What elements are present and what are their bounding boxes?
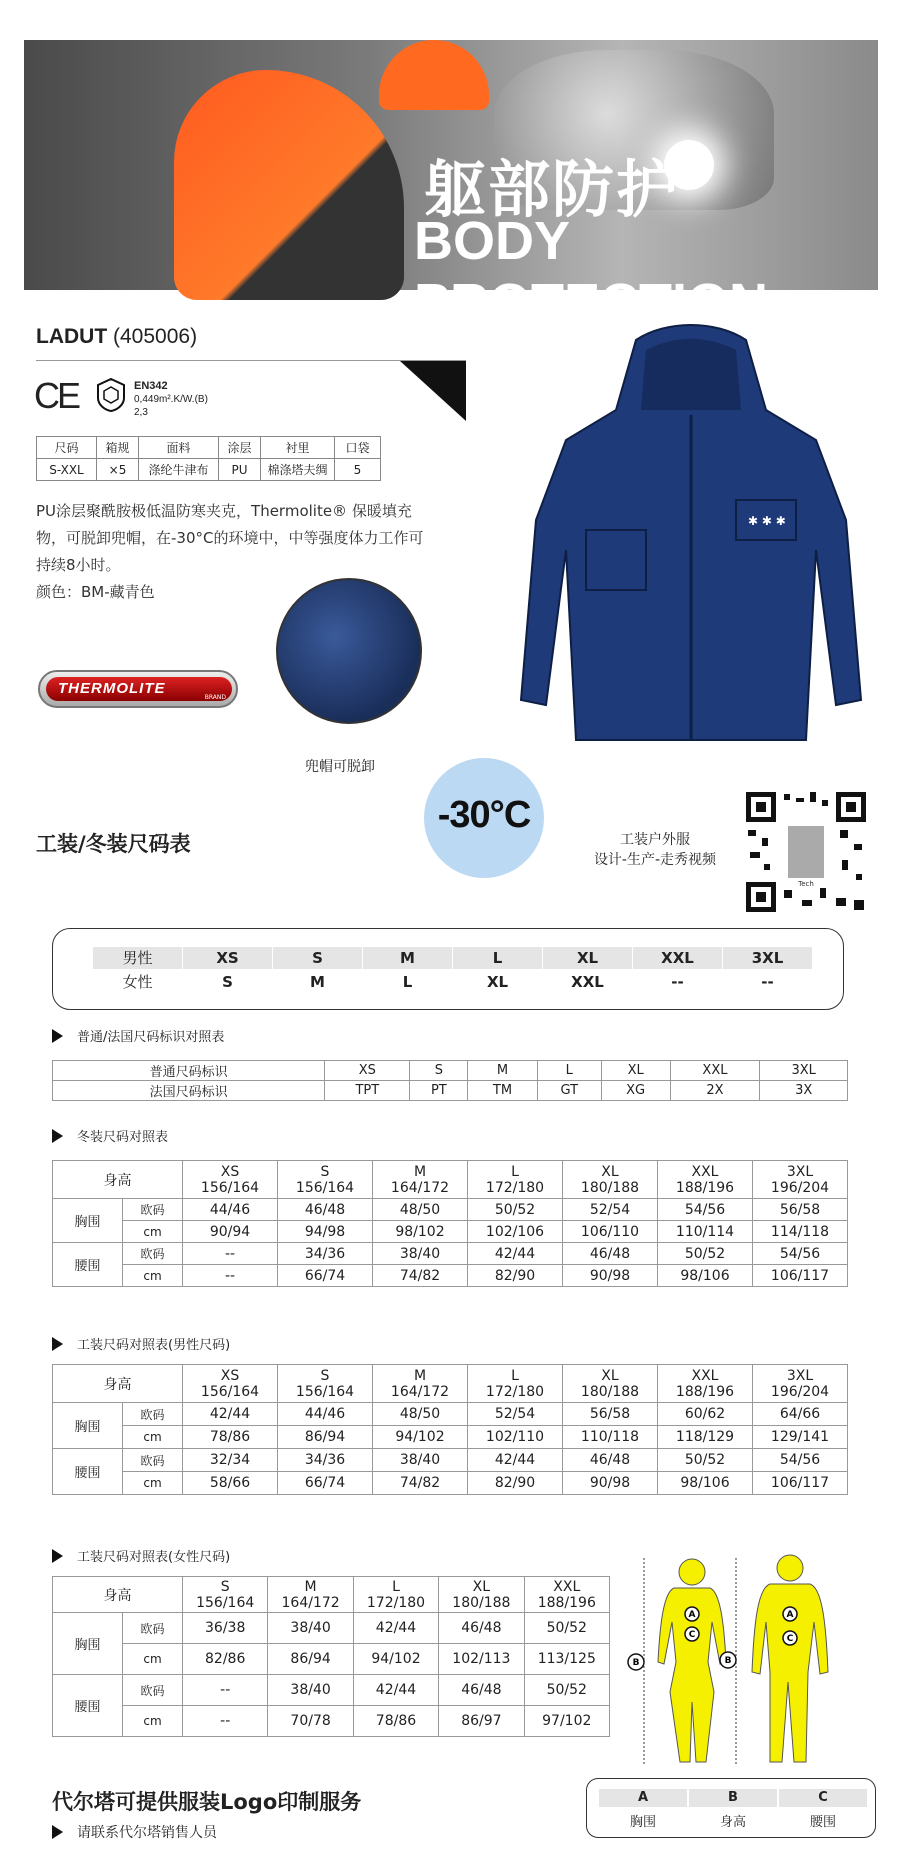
cold-protection-shield-icon	[96, 378, 126, 412]
size-cell: 114/118	[753, 1221, 848, 1243]
row-label: 普通尺码标识	[53, 1061, 325, 1081]
section3-heading	[52, 1334, 230, 1353]
height-range: 172/180	[485, 1179, 545, 1196]
spec-table	[36, 436, 381, 481]
size-cell: 44/46	[183, 1199, 278, 1221]
size-cell: 94/98	[278, 1221, 373, 1243]
size-cell: 118/129	[658, 1426, 753, 1449]
size-cell: 50/52	[524, 1675, 609, 1706]
size-cell: 38/40	[268, 1613, 353, 1644]
size-cell: --	[183, 1706, 268, 1737]
size-header	[278, 1161, 373, 1199]
worker-figure	[174, 70, 404, 300]
men-sizes-row	[93, 947, 813, 969]
height-label: 身高	[53, 1365, 183, 1403]
size-cell: 42/44	[353, 1675, 438, 1706]
spec-value: 5	[335, 459, 381, 481]
gender-cell: --	[761, 973, 774, 991]
gender-cell: M	[310, 973, 325, 991]
size-cell: S	[410, 1061, 468, 1081]
size-code: S	[320, 1163, 330, 1180]
size-code: XXL	[691, 1163, 719, 1180]
group-label: 腰围	[53, 1675, 123, 1737]
thermolite-text: THERMOLITE	[46, 677, 232, 701]
french-size-table	[52, 1060, 848, 1101]
gender-cell: XL	[543, 947, 632, 969]
size-header	[268, 1577, 353, 1613]
unit-label: 欧码	[123, 1243, 183, 1265]
contact-text: 请联系代尔塔销售人员	[77, 1825, 217, 1841]
unit-label: cm	[123, 1644, 183, 1675]
size-code: XXL	[691, 1367, 719, 1384]
unit-label: cm	[123, 1426, 183, 1449]
gender-cell: 男性	[93, 947, 182, 969]
height-range: 156/164	[200, 1179, 260, 1196]
table-row	[53, 1472, 848, 1495]
size-cell: 44/46	[278, 1403, 373, 1426]
size-cell: 52/54	[563, 1199, 658, 1221]
banner-title-cn: 躯部防护	[424, 153, 681, 226]
qr-code[interactable]	[744, 790, 868, 914]
women-sizes-row	[93, 971, 813, 993]
size-cell: 86/97	[439, 1706, 524, 1737]
women-workwear-size-table	[52, 1576, 610, 1737]
standard-line2: 2,3	[134, 407, 148, 418]
table-row	[53, 1221, 848, 1243]
spec-header: 尺码	[37, 437, 97, 459]
gender-cell: S	[222, 973, 233, 991]
table-row	[53, 1706, 610, 1737]
size-cell: 110/118	[563, 1426, 658, 1449]
size-cell: --	[183, 1675, 268, 1706]
table-row	[53, 1675, 610, 1706]
size-cell: 78/86	[353, 1706, 438, 1737]
table-row	[53, 1199, 848, 1221]
size-code: M	[413, 1163, 427, 1180]
legend-letter: A	[599, 1789, 687, 1807]
size-cell: 42/44	[353, 1613, 438, 1644]
size-cell: 106/117	[753, 1265, 848, 1287]
height-range: 164/172	[281, 1594, 340, 1611]
size-cell: 102/110	[468, 1426, 563, 1449]
size-cell: --	[183, 1243, 278, 1265]
size-cell: 46/48	[563, 1449, 658, 1472]
spec-value: 涤纶牛津布	[139, 459, 219, 481]
unit-label: cm	[123, 1472, 183, 1495]
size-cell: 106/117	[753, 1472, 848, 1495]
size-cell: 42/44	[183, 1403, 278, 1426]
gender-cell: --	[671, 973, 684, 991]
size-cell: 70/78	[268, 1706, 353, 1737]
unit-label: cm	[123, 1265, 183, 1287]
header-row	[53, 1161, 848, 1199]
banner-image	[24, 40, 878, 333]
svg-text:✱ ✱ ✱: ✱ ✱ ✱	[748, 514, 786, 528]
size-cell: 82/90	[468, 1472, 563, 1495]
group-label: 胸围	[53, 1613, 123, 1675]
size-code: 3XL	[786, 1367, 814, 1384]
height-range: 164/172	[390, 1179, 450, 1196]
height-range: 156/164	[295, 1179, 355, 1196]
logo-service-heading: 代尔塔可提供服装Logo印制服务	[52, 1790, 362, 1814]
height-range: 188/196	[675, 1179, 735, 1196]
size-code: S	[320, 1367, 330, 1384]
size-cell: 46/48	[439, 1613, 524, 1644]
en-standard	[134, 380, 208, 419]
unit-label: 欧码	[123, 1199, 183, 1221]
size-cell: 50/52	[468, 1199, 563, 1221]
spec-value: S-XXL	[37, 459, 97, 481]
men-workwear-size-table	[52, 1364, 848, 1495]
group-label: 腰围	[53, 1449, 123, 1495]
group-label: 胸围	[53, 1199, 123, 1243]
size-cell: 48/50	[373, 1403, 468, 1426]
legend-letter: B	[689, 1789, 777, 1807]
height-range: 188/196	[537, 1594, 596, 1611]
marker-c: C	[786, 1634, 794, 1644]
spec-value: PU	[219, 459, 261, 481]
corner-triangle	[400, 361, 466, 421]
size-code: XS	[220, 1367, 240, 1384]
table-row	[53, 1081, 848, 1101]
size-header	[373, 1365, 468, 1403]
marker-a: A	[786, 1610, 794, 1620]
spec-header: 口袋	[335, 437, 381, 459]
size-cell: 66/74	[278, 1472, 373, 1495]
section3-title: 工装尺码对照表(男性尺码)	[77, 1338, 231, 1353]
group-label: 胸围	[53, 1403, 123, 1449]
spec-header: 涂层	[219, 437, 261, 459]
legend-letter: C	[779, 1789, 867, 1807]
size-cell: 129/141	[753, 1426, 848, 1449]
size-cell: 54/56	[753, 1449, 848, 1472]
unit-label: 欧码	[123, 1613, 183, 1644]
size-cell: 3X	[760, 1081, 848, 1101]
gender-cell: L	[453, 947, 542, 969]
size-code: XL	[601, 1163, 619, 1180]
size-cell: 38/40	[373, 1449, 468, 1472]
size-cell: 32/34	[183, 1449, 278, 1472]
size-cell: --	[183, 1265, 278, 1287]
marker-c: C	[688, 1630, 696, 1640]
size-cell: 50/52	[524, 1613, 609, 1644]
section4-heading	[52, 1546, 230, 1565]
height-range: 180/188	[452, 1594, 511, 1611]
size-cell: 113/125	[524, 1644, 609, 1675]
height-range: 196/204	[770, 1383, 830, 1400]
marker-b: B	[724, 1656, 732, 1666]
spec-header: 箱规	[97, 437, 139, 459]
gender-cell: XS	[183, 947, 272, 969]
play-arrow-icon	[52, 1549, 63, 1563]
product-code: (405006)	[113, 325, 198, 348]
size-cell: 42/44	[468, 1243, 563, 1265]
size-code: L	[511, 1163, 519, 1180]
size-cell: 3XL	[760, 1061, 848, 1081]
size-code: M	[413, 1367, 427, 1384]
height-range: 180/188	[580, 1383, 640, 1400]
measurement-legend	[586, 1778, 876, 1838]
size-header	[183, 1577, 268, 1613]
hood-caption: 兜帽可脱卸	[305, 759, 375, 775]
gender-cell: M	[363, 947, 452, 969]
height-range: 172/180	[485, 1383, 545, 1400]
gender-cell: 女性	[122, 973, 153, 991]
legend-label: 腰围	[809, 1815, 836, 1830]
size-header	[183, 1161, 278, 1199]
description-text: PU涂层聚酰胺极低温防寒夹克，Thermolite® 保暖填充物，可脱卸兜帽，在-30°C的环境中，中等强度体力工作可持续8小时。	[36, 502, 424, 574]
size-cell: 46/48	[563, 1243, 658, 1265]
size-cell: 94/102	[373, 1426, 468, 1449]
header-row	[53, 1365, 848, 1403]
size-cell: 102/113	[439, 1644, 524, 1675]
size-cell: XL	[601, 1061, 670, 1081]
ce-mark: CE	[34, 375, 79, 416]
size-header	[753, 1161, 848, 1199]
row-label: 法国尺码标识	[53, 1081, 325, 1101]
size-cell: 52/54	[468, 1403, 563, 1426]
spec-value: ×5	[97, 459, 139, 481]
size-header	[468, 1365, 563, 1403]
marker-a: A	[688, 1610, 696, 1620]
jacket-image	[516, 320, 866, 775]
table-row	[53, 1613, 610, 1644]
unit-label: 欧码	[123, 1403, 183, 1426]
size-cell: 56/58	[563, 1403, 658, 1426]
size-cell: 46/48	[278, 1199, 373, 1221]
size-header	[524, 1577, 609, 1613]
helmet	[379, 40, 489, 110]
size-cell: 54/56	[658, 1199, 753, 1221]
size-header	[439, 1577, 524, 1613]
section2-title: 冬装尺码对照表	[77, 1130, 169, 1145]
table-row	[53, 1243, 848, 1265]
size-cell: 86/94	[278, 1426, 373, 1449]
gender-size-box	[52, 928, 844, 1010]
body-measurement-figures	[624, 1552, 878, 1770]
gender-cell: L	[402, 973, 413, 991]
size-cell: 66/74	[278, 1265, 373, 1287]
size-header	[658, 1161, 753, 1199]
height-range: 172/180	[366, 1594, 426, 1611]
size-cell: 106/110	[563, 1221, 658, 1243]
standard-line1: 0,449m².K/W.(B)	[134, 394, 208, 405]
size-cell: XXL	[670, 1061, 760, 1081]
size-cell: 54/56	[753, 1243, 848, 1265]
size-chart-title: 工装/冬装尺码表	[36, 832, 191, 856]
size-cell: 90/98	[563, 1472, 658, 1495]
qr-caption-line: 工装户外服	[620, 832, 690, 848]
size-cell: 36/38	[183, 1613, 268, 1644]
size-cell: 38/40	[373, 1243, 468, 1265]
size-code: M	[304, 1578, 317, 1595]
unit-label: cm	[123, 1706, 183, 1737]
winter-size-table	[52, 1160, 848, 1287]
thermolite-brand: BRAND	[204, 694, 226, 701]
spec-value: 棉涤塔夫绸	[261, 459, 335, 481]
size-code: S	[220, 1578, 230, 1595]
size-cell: 60/62	[658, 1403, 753, 1426]
table-row	[53, 1265, 848, 1287]
table-row	[53, 1644, 610, 1675]
gender-cell: XXL	[571, 973, 604, 991]
size-code: 3XL	[786, 1163, 814, 1180]
size-cell: 98/102	[373, 1221, 468, 1243]
section1-title: 普通/法国尺码标识对照表	[77, 1030, 225, 1045]
height-range: 156/164	[200, 1383, 260, 1400]
legend-letters	[599, 1789, 869, 1807]
height-label: 身高	[53, 1161, 183, 1199]
play-arrow-icon	[52, 1825, 63, 1839]
size-cell: 38/40	[268, 1675, 353, 1706]
height-range: 156/164	[295, 1383, 355, 1400]
size-cell: M	[468, 1061, 538, 1081]
size-cell: 90/98	[563, 1265, 658, 1287]
size-cell: 50/52	[658, 1243, 753, 1265]
size-cell: 2X	[670, 1081, 760, 1101]
unit-label: 欧码	[123, 1449, 183, 1472]
banner-title-en: BODY PROTECTION	[414, 211, 769, 333]
hood-detail-image	[276, 578, 422, 724]
spec-header: 衬里	[261, 437, 335, 459]
spec-header: 面料	[139, 437, 219, 459]
standard-name: EN342	[134, 380, 168, 392]
group-label: 腰围	[53, 1243, 123, 1287]
section4-title: 工装尺码对照表(女性尺码)	[77, 1550, 231, 1565]
play-arrow-icon	[52, 1129, 63, 1143]
size-code: XL	[601, 1367, 619, 1384]
product-name: LADUT	[36, 325, 108, 348]
size-cell: 98/106	[658, 1265, 753, 1287]
height-range: 164/172	[390, 1383, 450, 1400]
legend-label: 身高	[719, 1815, 746, 1830]
size-code: XS	[220, 1163, 240, 1180]
play-arrow-icon	[52, 1029, 63, 1043]
thermolite-logo	[38, 670, 238, 708]
size-cell: 64/66	[753, 1403, 848, 1426]
size-cell: TPT	[325, 1081, 410, 1101]
table-row	[53, 1403, 848, 1426]
size-cell: XS	[325, 1061, 410, 1081]
size-cell: 56/58	[753, 1199, 848, 1221]
height-range: 156/164	[196, 1594, 255, 1611]
size-cell: TM	[468, 1081, 538, 1101]
legend-label: 胸围	[629, 1815, 656, 1830]
play-arrow-icon	[52, 1337, 63, 1351]
contact-line	[52, 1822, 217, 1842]
size-header	[753, 1365, 848, 1403]
table-row	[53, 1061, 848, 1081]
size-header	[563, 1365, 658, 1403]
qr-caption	[580, 830, 730, 870]
size-cell: L	[537, 1061, 601, 1081]
product-title	[36, 325, 197, 349]
size-header	[353, 1577, 438, 1613]
height-label: 身高	[53, 1577, 183, 1613]
size-header	[373, 1161, 468, 1199]
size-cell: 46/48	[439, 1675, 524, 1706]
size-cell: 42/44	[468, 1449, 563, 1472]
size-cell: 90/94	[183, 1221, 278, 1243]
size-cell: 102/106	[468, 1221, 563, 1243]
unit-label: cm	[123, 1221, 183, 1243]
temperature-badge	[424, 758, 544, 878]
size-header	[468, 1161, 563, 1199]
size-cell: 82/86	[183, 1644, 268, 1675]
size-header	[183, 1365, 278, 1403]
size-cell: XG	[601, 1081, 670, 1101]
size-code: L	[392, 1578, 400, 1595]
header-row	[53, 1577, 610, 1613]
gender-cell: XL	[486, 973, 509, 991]
table-row	[53, 1426, 848, 1449]
temperature-value: -30°C	[437, 794, 531, 836]
size-cell: 50/52	[658, 1449, 753, 1472]
size-header	[658, 1365, 753, 1403]
size-code: XL	[472, 1578, 491, 1595]
size-cell: GT	[537, 1081, 601, 1101]
size-cell: PT	[410, 1081, 468, 1101]
size-cell: 97/102	[524, 1706, 609, 1737]
size-cell: 58/66	[183, 1472, 278, 1495]
size-cell: 110/114	[658, 1221, 753, 1243]
size-cell: 98/106	[658, 1472, 753, 1495]
size-header	[563, 1161, 658, 1199]
size-cell: 94/102	[353, 1644, 438, 1675]
size-cell: 34/36	[278, 1243, 373, 1265]
height-range: 188/196	[675, 1383, 735, 1400]
size-cell: 86/94	[268, 1644, 353, 1675]
size-cell: 34/36	[278, 1449, 373, 1472]
product-color: 颜色：BM-藏青色	[36, 583, 155, 601]
section2-heading	[52, 1126, 168, 1145]
qr-caption-line: 设计-生产-走秀视频	[593, 852, 717, 868]
gender-cell: S	[273, 947, 362, 969]
size-header	[278, 1365, 373, 1403]
unit-label: 欧码	[123, 1675, 183, 1706]
size-cell: 82/90	[468, 1265, 563, 1287]
legend-labels	[599, 1811, 869, 1830]
height-range: 180/188	[580, 1179, 640, 1196]
size-cell: 74/82	[373, 1265, 468, 1287]
marker-b: B	[632, 1658, 640, 1668]
size-cell: 78/86	[183, 1426, 278, 1449]
gender-cell: XXL	[633, 947, 722, 969]
qr-label: Tech	[798, 880, 814, 888]
size-code: XXL	[553, 1578, 581, 1595]
section1-heading	[52, 1026, 224, 1045]
gender-cell: 3XL	[723, 947, 812, 969]
table-row	[53, 1449, 848, 1472]
size-code: L	[511, 1367, 519, 1384]
size-cell: 48/50	[373, 1199, 468, 1221]
height-range: 196/204	[770, 1179, 830, 1196]
size-cell: 74/82	[373, 1472, 468, 1495]
